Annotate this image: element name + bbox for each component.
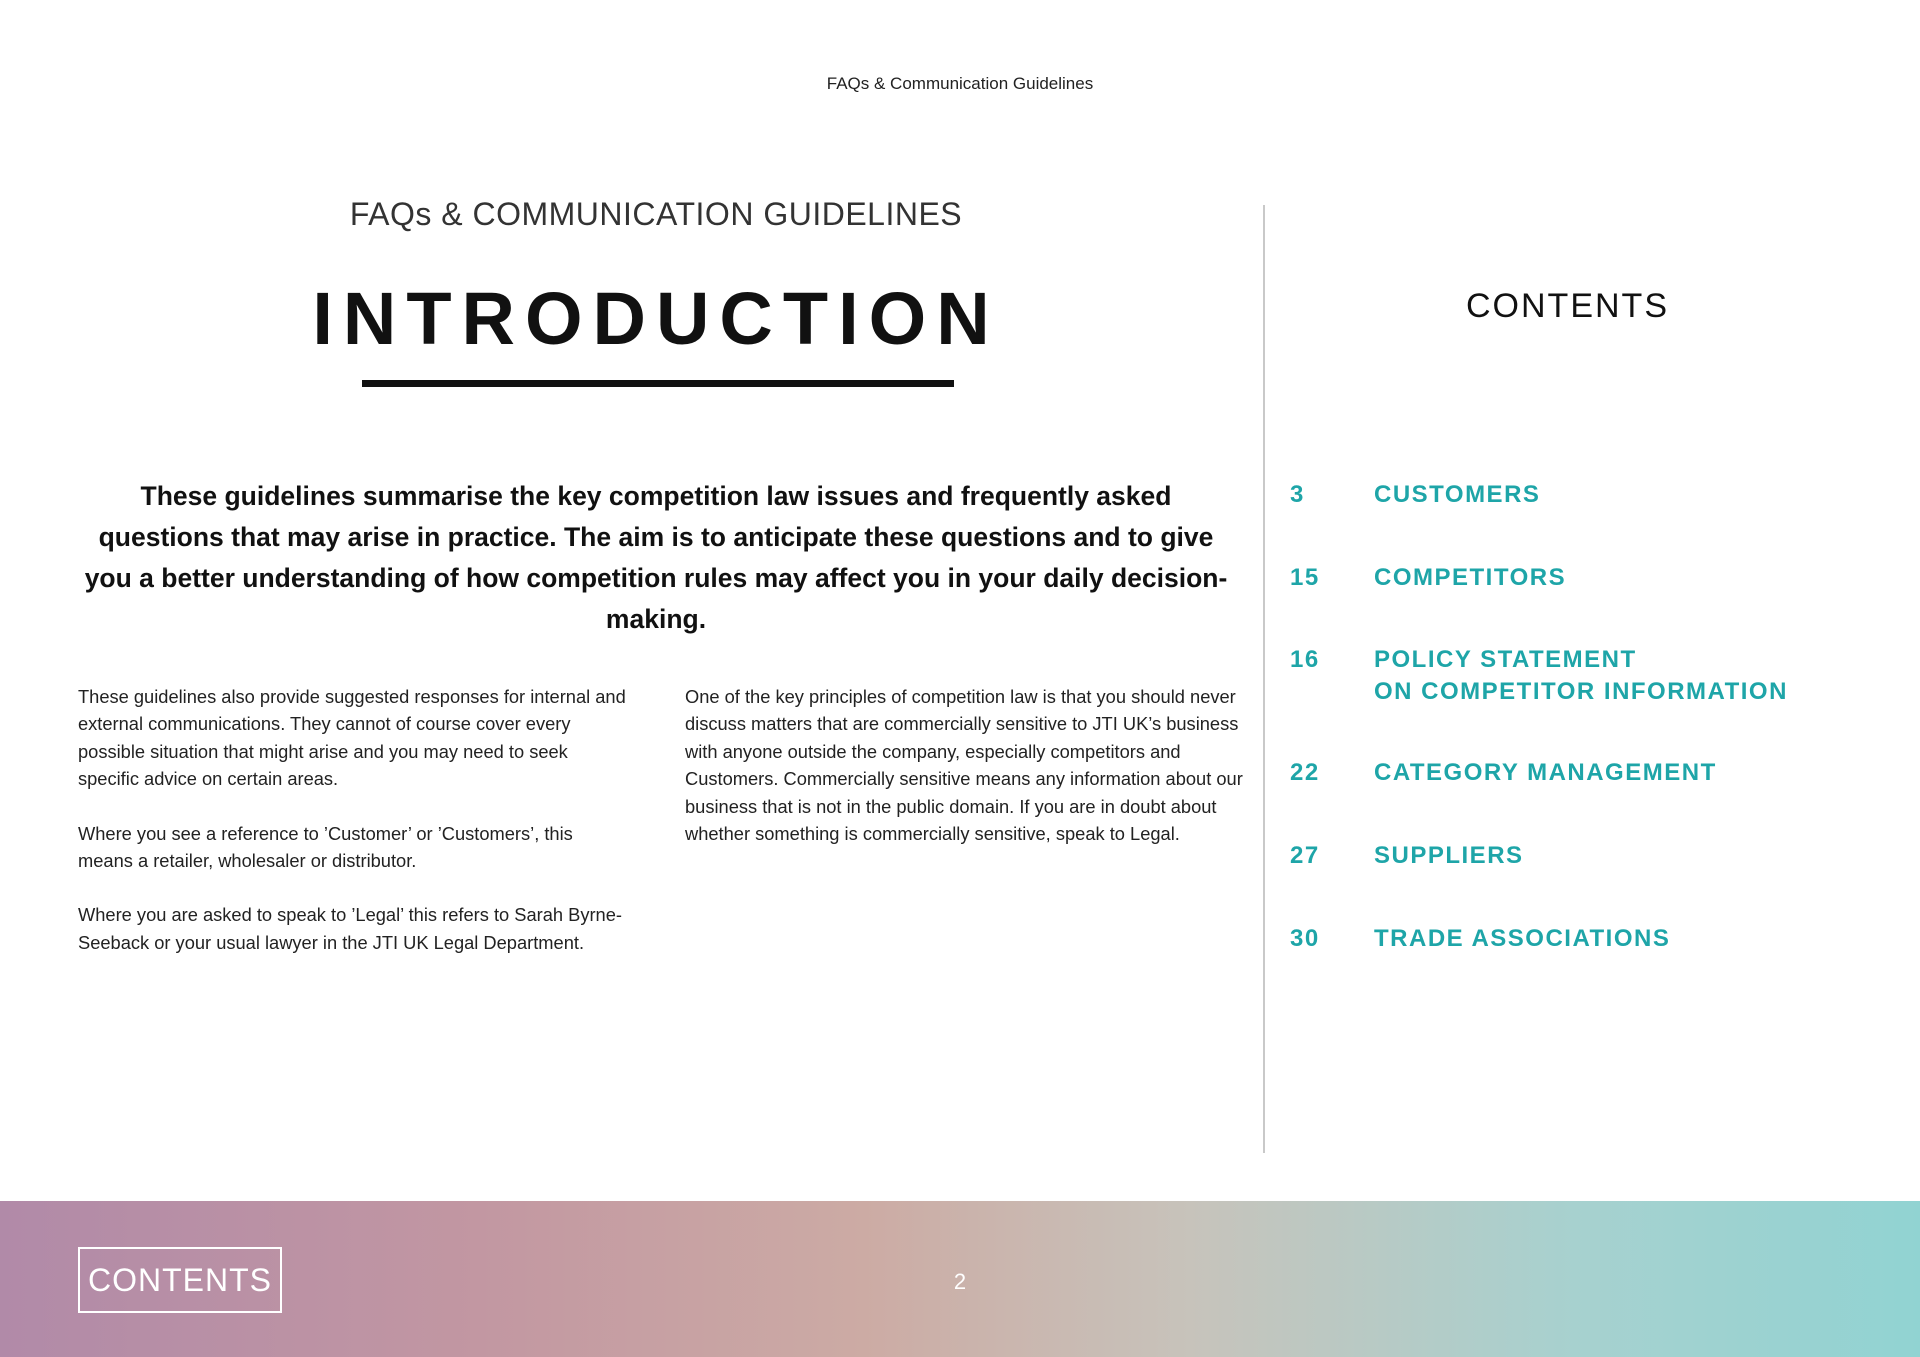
contents-button[interactable]: CONTENTS xyxy=(78,1247,282,1313)
toc-item-suppliers[interactable] xyxy=(1288,840,1908,872)
title-underline xyxy=(362,380,954,387)
toc-page-number: 27 xyxy=(1290,842,1320,869)
body-column-left xyxy=(78,683,628,983)
body-paragraph: One of the key principles of competition law is that you should never discuss matters that are commercially sensitive to JTI UK’s business with anyone outside the company, especially competitors and Customers. Commercially sensitive means any information about our business that is not in the public domain. If you are in doubt about whether something is commercially sensitive, speak to Legal. xyxy=(685,686,1243,845)
toc-item-trade-associations[interactable] xyxy=(1288,923,1908,955)
toc-page-number: 15 xyxy=(1290,564,1320,591)
body-paragraph: Where you are asked to speak to ’Legal’ this refers to Sarah Byrne-Seeback or your usual lawyer in the JTI UK Legal Department. xyxy=(78,904,622,953)
toc-page-number: 16 xyxy=(1290,646,1320,673)
toc-page-number: 3 xyxy=(1290,481,1305,508)
toc-item-policy-statement[interactable] xyxy=(1288,644,1908,708)
toc-page-number: 30 xyxy=(1290,925,1320,952)
toc-label: SUPPLIERS xyxy=(1374,842,1524,869)
lead-paragraph: These guidelines summarise the key competition law issues and frequently asked questions that may arise in practice. The aim is to anticipate these questions and to give you a better understanding of how competition rules may affect you in your daily decision-making. xyxy=(84,481,1228,634)
section-kicker: FAQs & COMMUNICATION GUIDELINES xyxy=(349,196,963,232)
toc-page-number: 22 xyxy=(1290,759,1320,786)
running-header: FAQs & Communication Guidelines xyxy=(826,74,1094,93)
contents-heading: CONTENTS xyxy=(1466,287,1669,325)
toc-item-competitors[interactable] xyxy=(1288,562,1908,594)
toc-label: POLICY STATEMENT ON COMPETITOR INFORMATION xyxy=(1374,646,1788,705)
toc-item-customers[interactable] xyxy=(1288,479,1908,511)
toc-label: TRADE ASSOCIATIONS xyxy=(1374,925,1671,952)
page-number: 2 xyxy=(953,1269,967,1294)
footer-band xyxy=(0,1201,1920,1357)
toc-item-category-management[interactable] xyxy=(1288,757,1908,789)
body-paragraph: These guidelines also provide suggested responses for internal and external communications. They cannot of course cover every possible situation that might arise and you may need to seek specific advice on certain areas. xyxy=(78,686,626,790)
column-divider xyxy=(1263,205,1265,1153)
toc-label: COMPETITORS xyxy=(1374,564,1567,591)
toc-label: CUSTOMERS xyxy=(1374,481,1541,508)
body-paragraph: Where you see a reference to ’Customer’ or ’Customers’, this means a retailer, wholesaler or distributor. xyxy=(78,822,573,872)
body-column-right xyxy=(685,683,1245,874)
toc-label: CATEGORY MANAGEMENT xyxy=(1374,759,1717,786)
page-title: INTRODUCTION xyxy=(312,277,1000,360)
